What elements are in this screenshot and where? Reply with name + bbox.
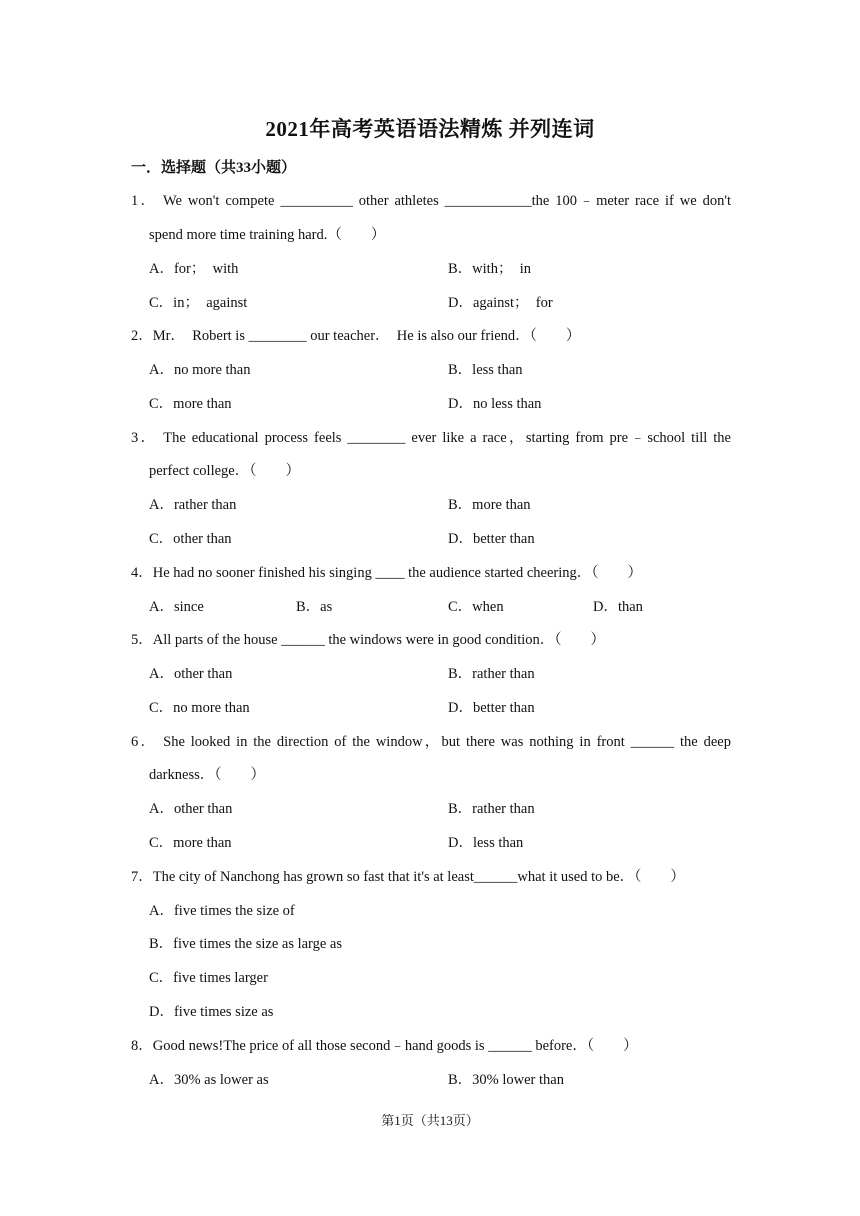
question-6-option-a[interactable]: A．other than [149, 801, 233, 817]
question-6-option-c[interactable]: C．more than [149, 835, 232, 851]
question-1-option-a[interactable]: A．for； with [149, 261, 239, 277]
question-5-stem-line-1: 5．All parts of the house ______ the windows were in good condition．（ ） [131, 632, 606, 648]
question-6-stem-line-2: darkness．（ ） [149, 767, 265, 783]
question-2-option-b[interactable]: B．less than [448, 362, 523, 378]
question-2-stem-line-1: 2．Mr． Robert is ________ our teacher． He is also our friend．（ ） [131, 328, 581, 344]
question-2-option-d[interactable]: D．no less than [448, 396, 542, 412]
question-1-stem-line-2: spend more time training hard.（ ） [149, 227, 386, 243]
question-6-option-d[interactable]: D．less than [448, 835, 524, 851]
question-3-stem-line-1: 3． The educational process feels ________ ever like a race，starting from pre﹣school till the [131, 430, 731, 446]
section-heading: 一．选择题（共33小题） [131, 160, 297, 176]
question-1-option-d[interactable]: D．against； for [448, 295, 553, 311]
question-8-option-b[interactable]: B．30% lower than [448, 1072, 564, 1088]
question-3-option-a[interactable]: A．rather than [149, 497, 237, 513]
question-4-option-a[interactable]: A．since [149, 599, 204, 615]
question-7-option-b[interactable]: B．five times the size as large as [149, 936, 343, 952]
question-5-option-a[interactable]: A．other than [149, 666, 233, 682]
question-3-option-b[interactable]: B．more than [448, 497, 531, 513]
question-7-option-a[interactable]: A．five times the size of [149, 903, 295, 919]
question-8-stem-line-1: 8．Good news!The price of all those second﹣hand goods is ______ before．（ ） [131, 1038, 638, 1054]
question-8-option-a[interactable]: A．30% as lower as [149, 1072, 269, 1088]
question-5-option-c[interactable]: C．no more than [149, 700, 250, 716]
question-2-option-a[interactable]: A．no more than [149, 362, 251, 378]
question-7-option-c[interactable]: C．five times larger [149, 970, 268, 986]
page-footer: 第1页（共13页） [381, 1113, 479, 1128]
question-4-option-c[interactable]: C．when [448, 599, 504, 615]
question-4-option-b[interactable]: B．as [296, 599, 333, 615]
question-1-stem-line-1: 1． We won't compete __________ other athletes ____________the 100﹣meter race if we don't [131, 193, 731, 209]
question-5-option-d[interactable]: D．better than [448, 700, 535, 716]
question-6-option-b[interactable]: B．rather than [448, 801, 535, 817]
question-4-option-d[interactable]: D．than [593, 599, 643, 615]
question-1-option-c[interactable]: C．in； against [149, 295, 248, 311]
question-2-option-c[interactable]: C．more than [149, 396, 232, 412]
question-3-stem-line-2: perfect college．（ ） [149, 463, 300, 479]
question-7-stem-line-1: 7．The city of Nanchong has grown so fast that it's at least______what it used to be．（ ） [131, 869, 685, 885]
question-1-option-b[interactable]: B．with； in [448, 261, 531, 277]
question-3-option-c[interactable]: C．other than [149, 531, 232, 547]
question-3-option-d[interactable]: D．better than [448, 531, 535, 547]
question-5-option-b[interactable]: B．rather than [448, 666, 535, 682]
question-4-stem-line-1: 4．He had no sooner finished his singing ____ the audience started cheering．（ ） [131, 565, 643, 581]
question-6-stem-line-1: 6． She looked in the direction of the window，but there was nothing in front ______ the deep [131, 734, 731, 750]
page-title: 2021年高考英语语法精炼 并列连词 [265, 117, 595, 141]
question-7-option-d[interactable]: D．five times size as [149, 1004, 274, 1020]
